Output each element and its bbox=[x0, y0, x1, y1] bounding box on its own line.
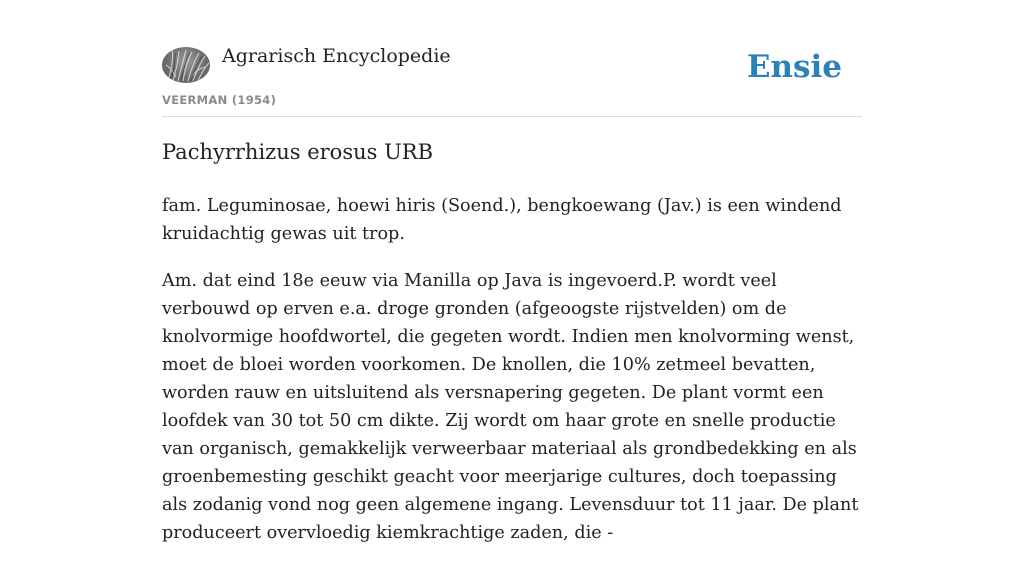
article-paragraph: fam. Leguminosae, hoewi hiris (Soend.), bengkoewang (Jav.) is een windend kruidachtig gewas uit trop. bbox=[162, 196, 842, 244]
page-container bbox=[162, 0, 862, 543]
book-author-year: VEERMAN (1954) bbox=[162, 93, 277, 107]
ensie-brand-logo[interactable]: Ensie bbox=[746, 49, 842, 85]
article-body bbox=[162, 192, 862, 566]
article-paragraph: Am. dat eind 18e eeuw via Manilla op Java is ingevoerd.P. wordt veel verbouwd op erven e.a. droge gronden (afgeoogste rijstvelden) om de knolvormige hoofdwortel, die gegeten wordt. Indien men knolvorming wenst, moet de bloei worden voorkomen. De knollen, die 10% zetmeel bevatten, worden rauw en uitsluitend als versnapering gegeten. De plant vormt een loofdek van 30 tot 50 cm dikte. Zij wordt om haar grote en snelle productie van organisch, gemakkelijk verweerbaar materiaal als grondbedekking en als groenbemesting geschikt geacht voor meerjarige cultures, doch toepassing als zodanig vond nog geen algemene ingang. Levensduur tot 11 jaar. De plant produceert overvloedig kiemkrachtige zaden, die - bbox=[162, 271, 859, 543]
wheat-engraving-icon[interactable] bbox=[162, 47, 210, 83]
page-header bbox=[162, 0, 862, 117]
article-title: Pachyrrhizus erosus URB bbox=[162, 140, 434, 164]
book-title-link[interactable]: Agrarisch Encyclopedie bbox=[222, 45, 451, 67]
